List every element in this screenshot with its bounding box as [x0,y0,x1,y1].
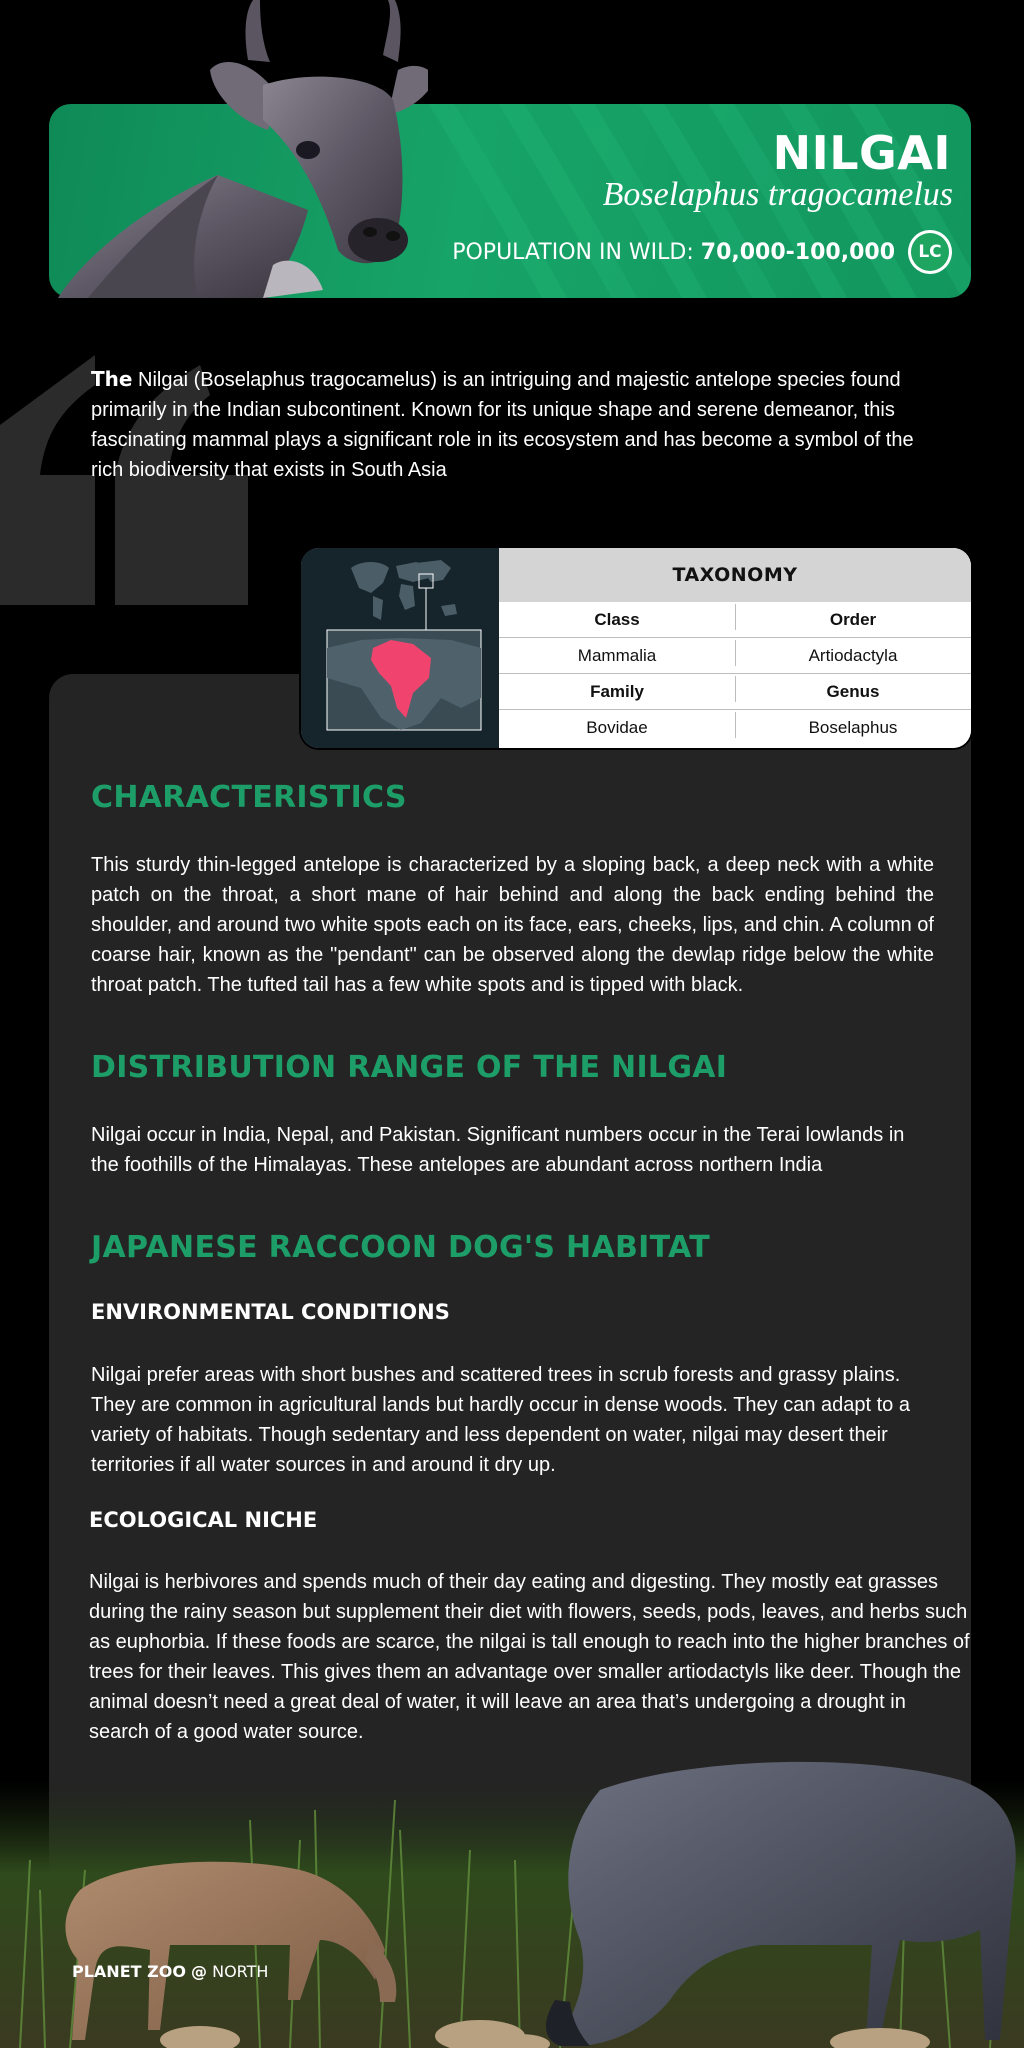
ecological-niche-text: Nilgai is herbivores and spends much of their day eating and digesting. They mostly eat grasses during the rainy season but supplement their diet with flowers, seeds, pods, leaves, and herbs such as euphorbia. If these foods are scarce, the nilgai is tall enough to reach into the higher branches of trees for their leaves. This gives them an advantage over smaller artiodactyls like deer. Though the animal doesn’t need a great deal of water, it will leave an area that’s undergoing a drought in search of a good water source. [89,1571,970,1743]
page-title: NILGAI [772,126,951,180]
taxonomy-table [499,548,971,748]
table-row [499,674,971,710]
genus-value: Boselaphus [735,718,971,738]
table-row [499,602,971,638]
distribution-heading: DISTRIBUTION RANGE OF THE NILGAI [91,1050,728,1085]
brand-region: NORTH [212,1962,269,1981]
ecological-niche-heading: ECOLOGICAL NICHE [89,1508,318,1532]
scientific-name: Boselaphus tragocamelus [602,176,953,213]
intro-text: Nilgai (Boselaphus tragocamelus) is an intriguing and majestic antelope species found primarily in the Indian subcontinent. Known for its unique shape and serene demeanor, this fascinating mammal plays a significant role in its ecosystem and has become a symbol of the rich biodiversity that exists in South Asia [91,369,914,481]
characteristics-text: This sturdy thin-legged antelope is characterized by a sloping back, a deep neck with a white patch on the throat, a short mane of hair behind and along the back ending behind the shoulder, and around two white spots each on its face, ears, cheeks, lips, and chin. A column of coarse hair, known as the "pendant" can be observed along the dewlap ridge below the white throat patch. The tufted tail has a few white spots and is tipped with black. [91,854,934,996]
population-label: POPULATION IN WILD: [452,240,694,265]
family-value: Bovidae [586,718,648,737]
table-row [499,638,971,674]
population-value: 70,000-100,000 [700,240,895,265]
nilgai-grazing-scene [0,1740,1024,2048]
taxonomy-card [301,548,971,748]
family-label: Family [590,681,644,701]
habitat-heading: JAPANESE RACCOON DOG'S HABITAT [91,1230,710,1265]
order-label: Order [735,610,971,630]
footer-brand [72,1962,268,1981]
order-value: Artiodactyla [735,646,971,666]
genus-label: Genus [735,682,971,702]
distribution-text: Nilgai occur in India, Nepal, and Pakistan. Significant numbers occur in the Terai lowlands in the foothills of the Himalayas. These antelopes are abundant across northern India [91,1124,905,1176]
environmental-conditions-text: Nilgai prefer areas with short bushes and scattered trees in scrub forests and grassy plains. They are common in agricultural lands but hardly occur in dense woods. They can adapt to a variety of habitats. Though sedentary and less dependent on water, nilgai may desert their territories if all water sources in and around it dry up. [91,1364,910,1476]
taxonomy-title: TAXONOMY [499,548,971,602]
characteristics-heading: CHARACTERISTICS [91,780,407,815]
intro-lead: The [91,367,133,391]
population-line [452,240,895,265]
environmental-conditions-heading: ENVIRONMENTAL CONDITIONS [91,1300,450,1324]
class-value: Mammalia [577,645,657,665]
class-label: Class [594,609,640,629]
nilgai-head-illustration [48,0,428,298]
brand-at: @ [191,1962,208,1981]
conservation-status-badge [908,230,952,274]
range-map [301,548,499,748]
table-row [499,710,971,746]
brand-name: PLANET ZOO [72,1962,186,1981]
status-badge-label: LC [911,233,949,271]
intro-paragraph [91,364,936,485]
